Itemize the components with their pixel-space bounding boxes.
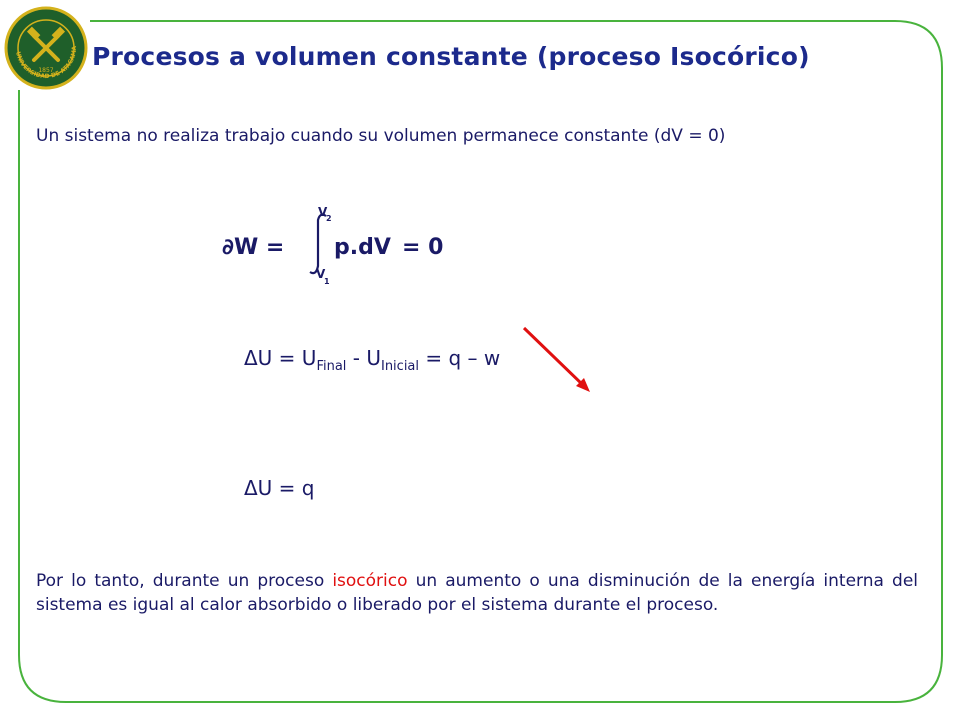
eq1-integrand: p.dV xyxy=(334,235,391,260)
first-law-equation xyxy=(244,346,500,374)
conclusion-text xyxy=(36,569,918,617)
conclusion-highlight: isocórico xyxy=(332,571,408,591)
conclusion-after: un aumento o una disminución de la energía interna del sistema es igual al calor absorbido o liberado por el sistema durante el proceso. xyxy=(36,571,918,615)
eq1-rhs: = 0 xyxy=(402,235,444,260)
logo-year: 1857 xyxy=(38,67,54,74)
eq1-lower-sub: 1 xyxy=(324,277,330,286)
university-logo xyxy=(4,6,88,90)
eq1-upper-limit: V xyxy=(318,205,328,219)
conclusion-before: Por lo tanto, durante un proceso xyxy=(36,571,333,591)
work-integral-equation xyxy=(222,196,482,292)
eq1-upper-sub: 2 xyxy=(326,214,332,223)
eq2-part3: = q – w xyxy=(419,346,501,370)
eq1-lhs: ∂W = xyxy=(222,235,285,260)
eq1-lower-limit: V xyxy=(316,267,326,281)
eq2-sub-inicial: Inicial xyxy=(380,359,420,374)
eq2-sub-final: Final xyxy=(316,359,347,374)
eq2-part1: ΔU = U xyxy=(244,346,317,370)
slide-title: Procesos a volumen constante (proceso Isocórico) xyxy=(92,42,810,71)
strike-arrow xyxy=(510,320,610,400)
intro-text: Un sistema no realiza trabajo cuando su volumen permanece constante (dV = 0) xyxy=(36,126,726,146)
eq2-part2: - U xyxy=(346,346,381,370)
logo-ring-text: UNIVERSIDAD DE ATACAMA xyxy=(14,45,79,81)
integral-sign xyxy=(310,215,326,273)
result-equation: ΔU = q xyxy=(244,476,315,500)
